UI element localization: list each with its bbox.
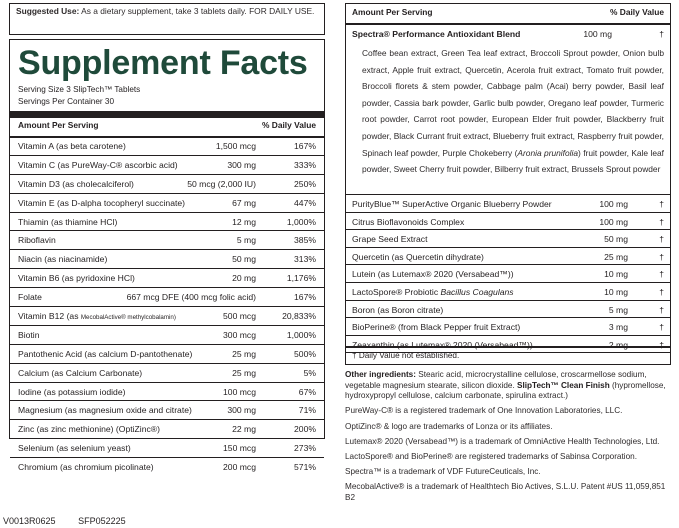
nutrient-dv: 200%: [294, 424, 316, 435]
nutrient-dv: 1,000%: [286, 329, 316, 340]
other-ingredients-text: Stearic acid, microcrystalline cellulose, croscarmellose sodium, vegetable magnesium stearate, silicon dioxide.: [345, 370, 647, 390]
nutrient-amount: 1,500 mcg: [215, 141, 256, 151]
table-row: [346, 301, 670, 319]
trademark-note: MecobalActive® is a trademark of Healthtech Bio Actives, S.L.U. Patent #US 11,059,851 B2: [345, 482, 666, 502]
ingredient-amount: 2 mg: [608, 339, 628, 350]
ingredient-amount: 5 mg: [608, 304, 628, 315]
ingredient-dv: †: [659, 199, 664, 209]
blend-name: Spectra® Performance Antioxidant Blend: [352, 29, 521, 39]
nutrient-amount: 5 mg: [236, 235, 256, 246]
ingredient-name-prefix: LactoSpore® Probiotic: [352, 286, 441, 297]
ingredient-list: [346, 195, 670, 353]
ingredient-amount: 100 mg: [599, 199, 628, 209]
servings-per-container: Servings Per Container 30: [18, 97, 115, 106]
nutrient-name: Magnesium (as magnesium oxide and citrate): [18, 405, 192, 416]
ingredient-dv: †: [659, 304, 664, 315]
daily-value-note: † Daily Value not established.: [352, 351, 460, 360]
ingredient-amount: 10 mg: [604, 286, 628, 297]
nutrient-dv: 447%: [294, 197, 316, 208]
table-row: [10, 401, 324, 420]
blend-amount-per-serving-header: Amount Per Serving: [352, 7, 433, 17]
nutrient-amount: 67 mg: [232, 197, 256, 208]
ingredient-name: PurityBlue™ SuperActive Organic Blueberry Powder: [352, 199, 552, 209]
nutrient-name: Vitamin A (as beta carotene): [18, 141, 126, 151]
product-code-1: V0013R0625: [3, 516, 56, 526]
table-row: [10, 175, 324, 194]
table-row: [10, 213, 324, 232]
nutrient-amount: 50 mg: [232, 254, 256, 265]
table-row: [10, 137, 324, 156]
table-row: [346, 248, 670, 266]
ingredient-amount: 3 mg: [608, 322, 628, 333]
table-row: [10, 383, 324, 402]
table-row: [10, 364, 324, 383]
serving-size: Serving Size 3 SlipTech™ Tablets: [18, 85, 141, 94]
nutrient-name: Niacin (as niacinamide): [18, 254, 108, 265]
nutrient-dv: 1,000%: [286, 216, 316, 227]
table-row: [346, 230, 670, 248]
ingredient-amount: 100 mg: [599, 216, 628, 227]
table-row: [10, 420, 324, 439]
ingredient-dv: †: [659, 234, 664, 245]
trademark-note: Lutemax® 2020 (Versabead™) is a trademark of OmniActive Health Technologies, Ltd.: [345, 436, 660, 446]
nutrient-name: Vitamin D3 (as cholecalciferol): [18, 178, 134, 189]
small-print: MecobalActive® methylcobalamin): [80, 314, 176, 322]
nutrient-dv: 571%: [294, 462, 316, 473]
nutrient-name: Folate: [18, 292, 42, 303]
nutrient-name: Thiamin (as thiamine HCl): [18, 216, 118, 227]
nutrient-amount: 25 mg: [232, 348, 256, 359]
antioxidant-blend: [346, 25, 670, 195]
suggested-use-box: [9, 3, 325, 35]
nutrient-dv: 5%: [303, 367, 316, 378]
nutrient-amount: 100 mcg: [223, 386, 256, 397]
ingredient-name: Citrus Bioflavonoids Complex: [352, 216, 465, 227]
table-row: [10, 250, 324, 269]
nutrient-dv: 333%: [294, 159, 316, 170]
suggested-use-text: As a dietary supplement, take 3 tablets daily. FOR DAILY USE.: [81, 6, 315, 16]
nutrient-amount: 500 mcg: [223, 311, 256, 322]
daily-value-header: % Daily Value: [262, 120, 316, 130]
table-row: [346, 265, 670, 283]
nutrient-dv: 167%: [294, 292, 316, 303]
nutrient-dv: 273%: [294, 443, 316, 454]
blend-amount: 100 mg: [583, 29, 612, 39]
nutrient-name: Vitamin C (as PureWay-C® ascorbic acid): [18, 159, 178, 170]
ingredient-dv: †: [659, 216, 664, 227]
nutrient-name: Vitamin E (as D-alpha tocopheryl succinate): [18, 197, 186, 208]
trademark-note: OptiZinc® & logo are trademarks of Lonza or its affiliates.: [345, 421, 553, 431]
trademark-note: PureWay-C® is a registered trademark of One Innovation Laboratories, LLC.: [345, 406, 623, 416]
ingredient-dv: †: [659, 322, 664, 333]
trademark-list: [345, 406, 671, 503]
blend-column-header: [346, 7, 670, 19]
product-codes: [3, 516, 146, 527]
ingredient-dv: †: [659, 269, 664, 280]
table-row: [10, 194, 324, 213]
nutrient-amount: 20 mg: [232, 273, 256, 284]
supplement-facts-panel: [9, 39, 325, 473]
table-row: [346, 213, 670, 231]
suggested-use-label: Suggested Use:: [16, 6, 80, 16]
nutrient-name: Vitamin B12 (as MecobalActive® methylcobalamin): [18, 311, 176, 322]
nutrient-name: Riboflavin: [18, 235, 56, 246]
nutrient-name: Selenium (as selenium yeast): [18, 443, 131, 454]
nutrient-name: Chromium (as chromium picolinate): [18, 462, 154, 473]
table-row: [10, 288, 324, 307]
table-row: [346, 283, 670, 301]
table-row: [10, 439, 324, 458]
nutrient-dv: 71%: [298, 405, 316, 416]
table-row: [346, 195, 670, 213]
nutrient-name: Biotin: [18, 329, 40, 340]
nutrient-dv: 67%: [298, 386, 316, 397]
label-notes: [345, 370, 671, 508]
table-row: [10, 458, 324, 477]
nutrient-name: Zinc (as zinc methionine) (OptiZinc®): [18, 424, 160, 435]
nutrient-name: Vitamin B6 (as pyridoxine HCl): [18, 273, 135, 284]
nutrient-amount: 300 mg: [227, 405, 256, 416]
table-row: [10, 269, 324, 288]
nutrient-list: [10, 137, 324, 477]
table-row: [10, 156, 324, 175]
nutrient-name: Iodine (as potassium iodide): [18, 386, 126, 397]
blend-dv: †: [659, 29, 664, 39]
botanical-name: Aronia prunifolia: [517, 147, 579, 158]
product-code-2: SFP052225: [78, 516, 126, 526]
nutrient-amount: 300 mcg: [223, 329, 256, 340]
clean-finish-label: SlipTech™ Clean Finish: [517, 380, 610, 390]
table-row: [10, 231, 324, 250]
blend-ingredients: Coffee bean extract, Green Tea leaf extract, Broccoli Sprout powder, Onion bulb extract, Apple fruit extract, Quercetin, Acerola fruit extract, Tomato fruit powder, Broccoli florets & stem powder, Cabbage palm (Acai) berry powder, Basil leaf powder, Cassia bark powder, Garlic bulb powder, Oregano leaf powder, Turmeric root powder, Carrot root powder, European Elder fruit powder, Blackberry fruit powder, Black Currant fruit extract, Blueberry fruit extract, Raspberry fruit powder, Spinach leaf powder, Purple Chokeberry (Aronia prunifolia) fruit powder, Kale leaf powder, Sweet Cherry fruit powder, Bilberry fruit extract, Brussels Sprout powder: [362, 48, 664, 175]
table-row: [10, 345, 324, 364]
blend-bottom-divider: [346, 346, 670, 348]
nutrient-amount: 200 mcg: [223, 462, 256, 473]
nutrient-dv: 250%: [294, 178, 316, 189]
thick-divider: [10, 111, 324, 118]
ingredient-name: Lutein (as Lutemax® 2020 (Versabead™)): [352, 269, 514, 280]
table-row: [346, 318, 670, 336]
table-row: [10, 307, 324, 326]
nutrient-amount: 22 mg: [232, 424, 256, 435]
ingredient-amount: 50 mg: [604, 234, 628, 245]
nutrient-amount: 150 mcg: [223, 443, 256, 454]
facts-column-header: [10, 120, 324, 132]
nutrient-dv: 1,176%: [286, 273, 316, 284]
trademark-note: LactoSpore® and BioPerine® are registered trademarks of Sabinsa Corporation.: [345, 451, 637, 461]
nutrient-amount: 667 mcg DFE (400 mcg folic acid): [126, 292, 256, 303]
ingredient-name: BioPerine® (from Black Pepper fruit Extract): [352, 322, 521, 333]
nutrient-amount: 25 mg: [232, 367, 256, 378]
trademark-note: Spectra™ is a trademark of VDF FutureCeuticals, Inc.: [345, 467, 541, 477]
ingredient-name-italic: Bacillus Coagulans: [440, 286, 514, 297]
nutrient-dv: 20,833%: [282, 311, 316, 322]
amount-per-serving-header: Amount Per Serving: [18, 120, 99, 130]
table-row: [10, 326, 324, 345]
ingredient-dv: †: [659, 286, 664, 297]
nutrient-dv: 500%: [294, 348, 316, 359]
supplement-facts-title: Supplement Facts: [18, 44, 308, 82]
nutrient-name: Pantothenic Acid (as calcium D-pantothenate): [18, 348, 193, 359]
ingredient-name: Boron (as Boron citrate): [352, 304, 444, 315]
ingredient-amount: 25 mg: [604, 251, 628, 262]
nutrient-dv: 167%: [294, 141, 316, 151]
ingredient-name: Quercetin (as Quercetin dihydrate): [352, 251, 484, 262]
nutrient-amount: 300 mg: [227, 159, 256, 170]
other-ingredients: [345, 370, 671, 402]
ingredient-name: Grape Seed Extract: [352, 234, 428, 245]
blend-daily-value-header: % Daily Value: [610, 7, 664, 17]
blend-facts-panel: [345, 3, 671, 365]
nutrient-dv: 313%: [294, 254, 316, 265]
ingredient-dv: †: [659, 251, 664, 262]
nutrient-amount: 50 mcg (2,000 IU): [187, 178, 256, 189]
nutrient-name: Calcium (as Calcium Carbonate): [18, 367, 143, 378]
other-ingredients-label: Other ingredients:: [345, 370, 416, 379]
ingredient-name: Zeaxanthin (as Lutemax® 2020 (Versabead™)): [352, 339, 533, 350]
ingredient-name: [352, 287, 514, 297]
ingredient-dv: †: [659, 339, 664, 350]
nutrient-amount: 12 mg: [232, 216, 256, 227]
nutrient-dv: 385%: [294, 235, 316, 246]
clean-finish-text: (hypromellose, hydroxypropyl cellulose, calcium carbonate, spirulina extract.): [345, 380, 666, 401]
ingredient-amount: 10 mg: [604, 269, 628, 280]
